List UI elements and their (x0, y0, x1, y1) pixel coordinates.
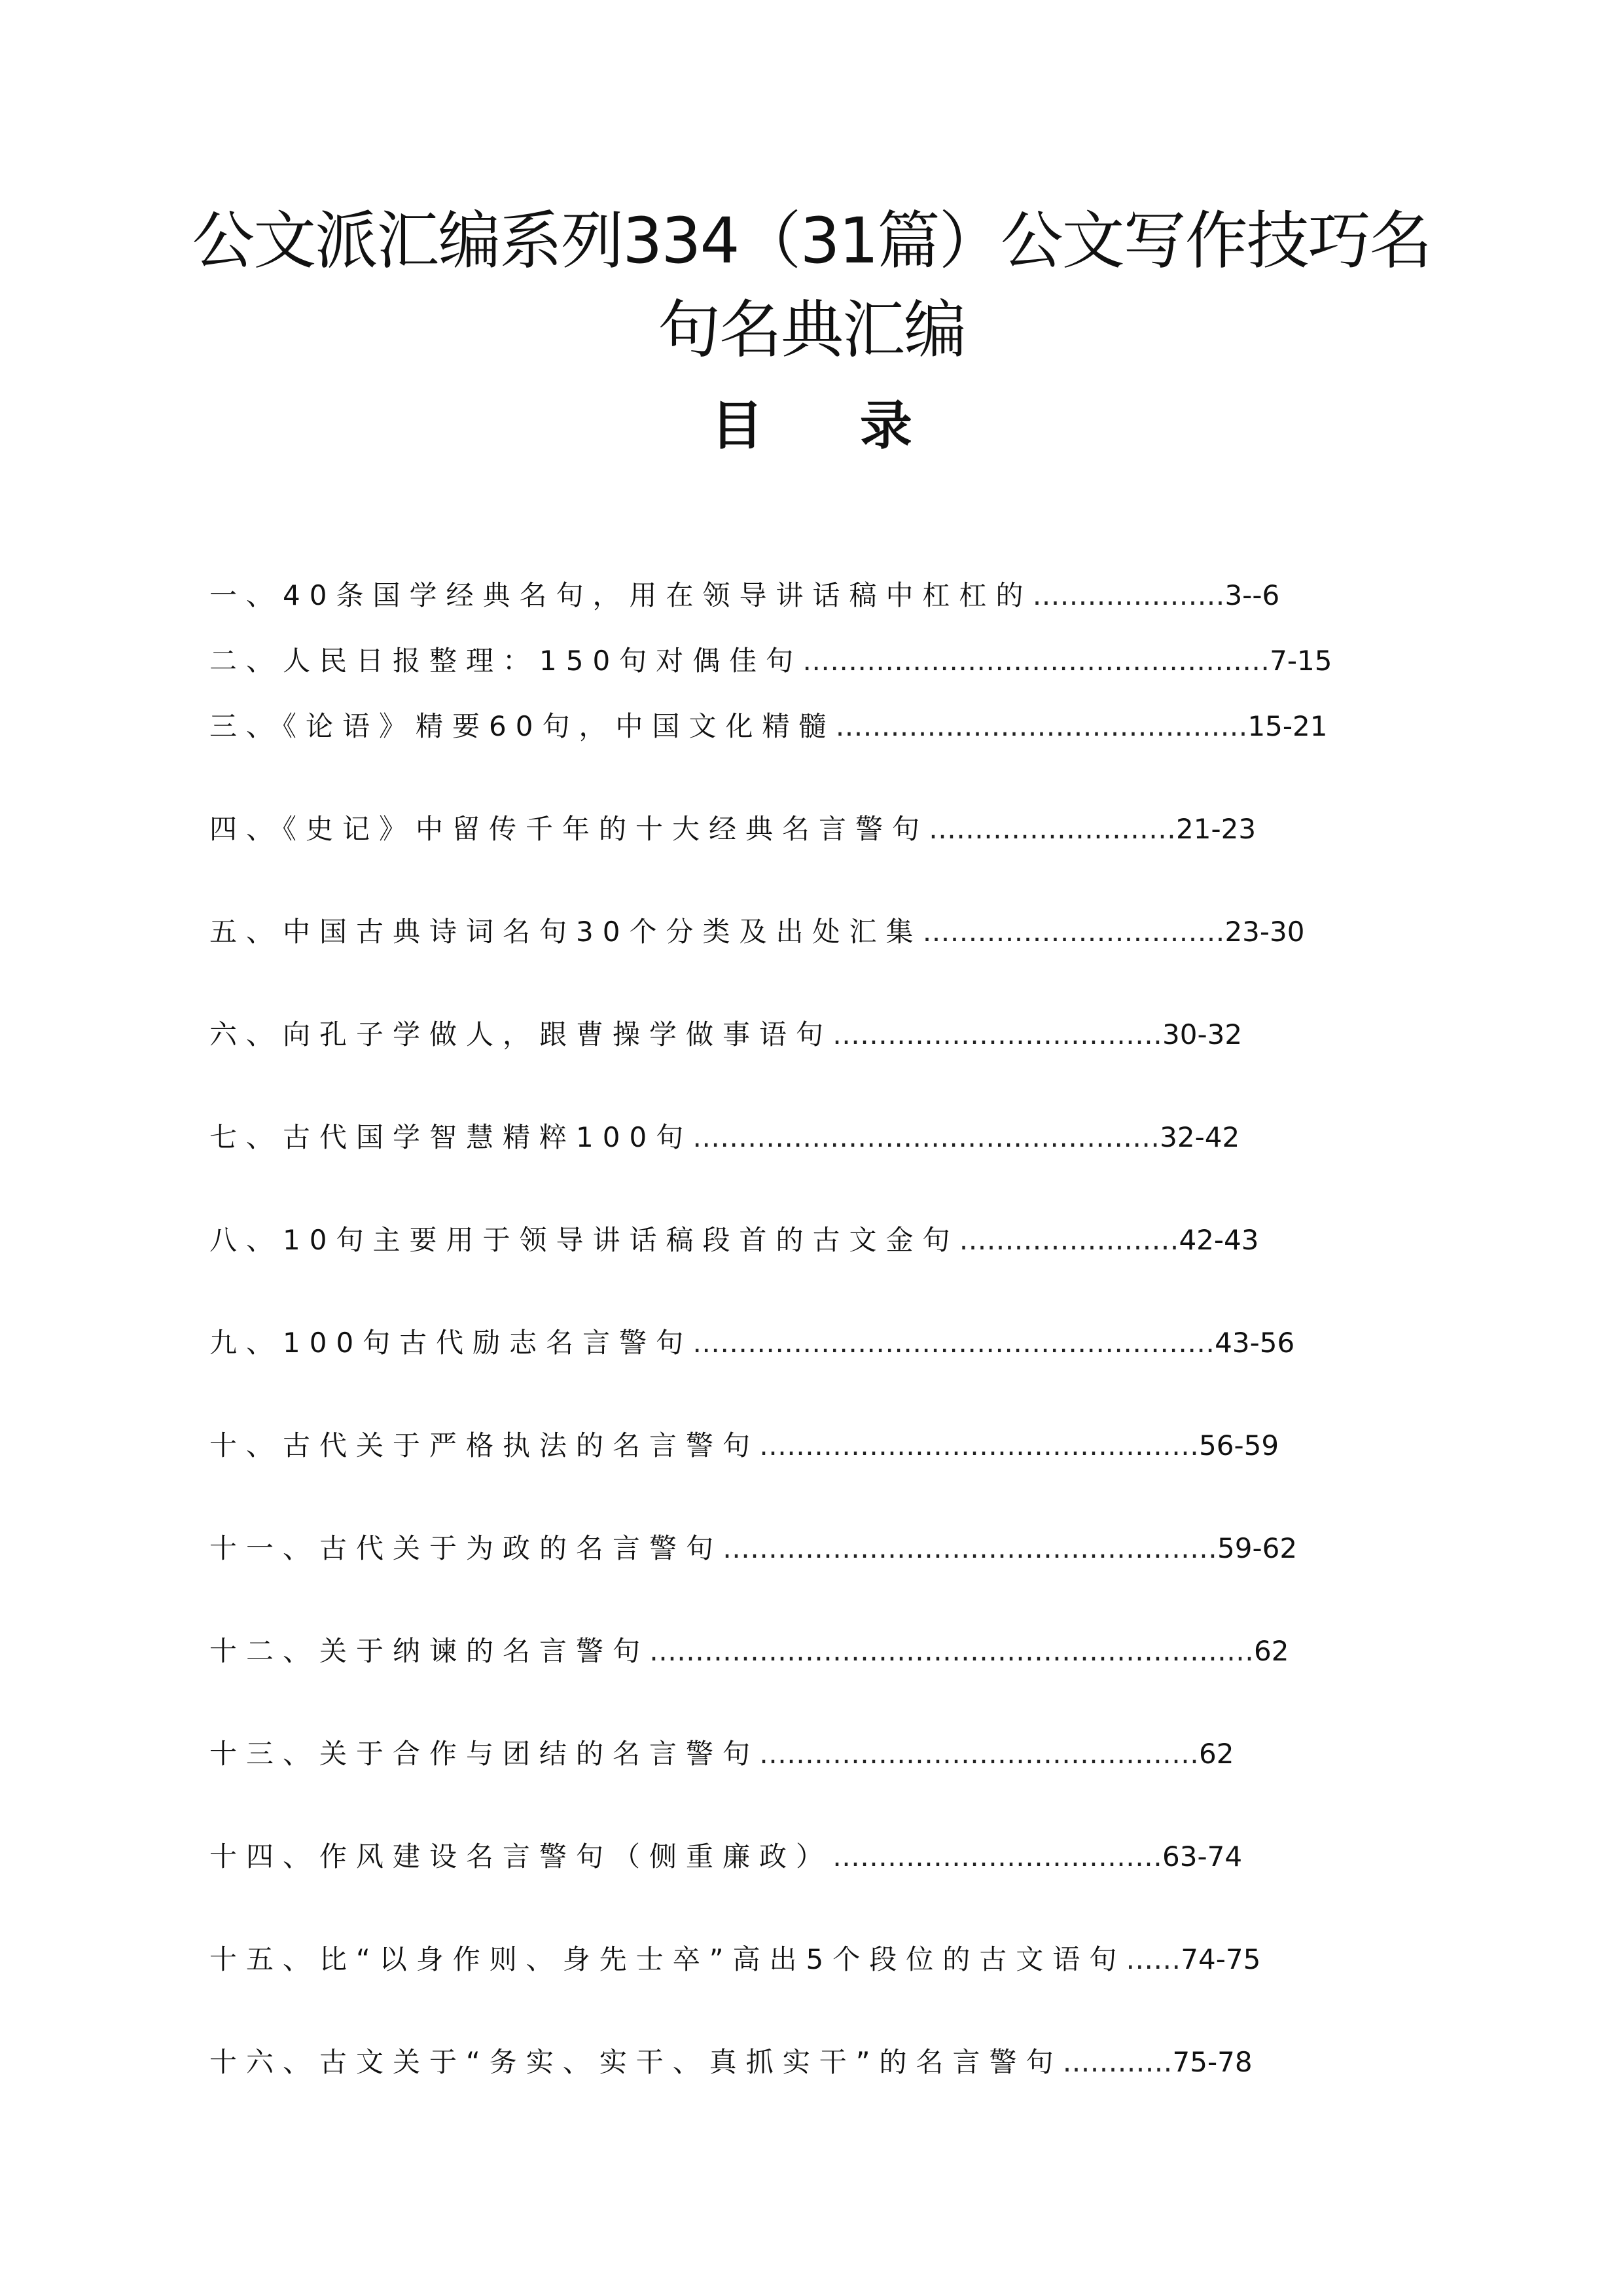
toc-entry-leader: ……………………………… (832, 1840, 1163, 1873)
toc-entry[interactable] (209, 810, 1256, 849)
toc-entry-pages: 23-30 (1224, 916, 1305, 948)
toc-entry[interactable] (209, 641, 1332, 681)
toc-entry-title: 十五、比“以身作则、身先士卒”高出5个段位的古文语句 (209, 1943, 1126, 1975)
toc-entry-leader: ……………………………………… (835, 710, 1248, 742)
toc-entry[interactable] (209, 1323, 1294, 1363)
toc-entry[interactable] (209, 1426, 1279, 1465)
toc-entry-title: 一、40条国学经典名句，用在领导讲话稿中杠杠的 (209, 579, 1033, 611)
toc-entry-title: 十二、关于纳谏的名言警句 (209, 1635, 650, 1667)
toc-entry-pages: 62 (1199, 1738, 1234, 1770)
toc-entry-leader: …………………………………………… (692, 1121, 1160, 1153)
toc-entry-title: 十一、古代关于为政的名言警句 (209, 1532, 723, 1564)
toc-entry[interactable] (209, 1734, 1234, 1774)
toc-entry-pages: 15-21 (1247, 710, 1328, 742)
toc-entry-title: 二、人民日报整理：150句对偶佳句 (209, 645, 803, 677)
toc-entry-title: 七、古代国学智慧精粹100句 (209, 1121, 693, 1153)
toc-entry[interactable] (209, 2043, 1253, 2082)
toc-entry-leader: ………… (1062, 2046, 1173, 2078)
toc-entry-title: 六、向孔子学做人，跟曹操学做事语句 (209, 1018, 833, 1050)
toc-entry-title: 十六、古文关于“务实、实干、真抓实干”的名言警句 (209, 2046, 1063, 2078)
toc-entry[interactable] (209, 707, 1328, 746)
toc-entry[interactable] (209, 1529, 1297, 1568)
toc-entry-title: 八、10句主要用于领导讲话稿段首的古文金句 (209, 1224, 959, 1256)
toc-entry[interactable] (209, 1837, 1242, 1876)
toc-entry-pages: 59-62 (1217, 1532, 1298, 1564)
toc-entry[interactable] (209, 1940, 1260, 1979)
toc-entry[interactable] (209, 1118, 1240, 1157)
toc-heading: 目 录 (711, 395, 952, 456)
toc-entry-leader: ……………………………………………… (722, 1532, 1218, 1564)
toc-entry[interactable] (209, 912, 1305, 952)
toc-entry-leader: …………………………………………… (802, 645, 1270, 677)
toc-entry-title: 九、100句古代励志名言警句 (209, 1327, 693, 1359)
toc-entry-pages: 32-42 (1160, 1121, 1240, 1153)
toc-entry-pages: 3--6 (1224, 579, 1280, 611)
toc-entry[interactable] (209, 576, 1279, 615)
toc-entry-pages: 62 (1254, 1635, 1289, 1667)
toc-entry-pages: 43-56 (1215, 1327, 1295, 1359)
toc-entry-pages: 74-75 (1181, 1943, 1261, 1975)
toc-entry[interactable] (209, 1015, 1242, 1054)
document-title: 公文派汇编系列334（31篇）公文写作技巧名句名典汇编 (192, 204, 1431, 367)
toc-entry-leader: ………………………………………… (759, 1738, 1200, 1770)
toc-entry-pages: 21-23 (1176, 813, 1257, 845)
toc-entry-pages: 56-59 (1199, 1429, 1279, 1462)
toc-entry-leader: ………………………………………… (759, 1429, 1200, 1462)
toc-entry-pages: 7-15 (1270, 645, 1332, 677)
toc-entry-title: 三、《论语》精要60句，中国文化精髓 (209, 710, 836, 742)
toc-entry-pages: 63-74 (1162, 1840, 1243, 1873)
toc-entry-title: 十三、关于合作与团结的名言警句 (209, 1738, 760, 1770)
toc-entry-leader: …………………………… (922, 916, 1225, 948)
toc-entry-title: 十、古代关于严格执法的名言警句 (209, 1429, 760, 1462)
toc-entry-leader: ………………………………………………………… (649, 1635, 1255, 1667)
toc-entry-leader: ………………… (1032, 579, 1225, 611)
toc-entry-leader: ………………………………………………… (692, 1327, 1215, 1359)
toc-entry-title: 五、中国古典诗词名句30个分类及出处汇集 (209, 916, 923, 948)
toc-entry-leader: ……………………………… (832, 1018, 1163, 1050)
toc-entry-leader: …………………… (959, 1224, 1179, 1256)
toc-entry-pages: 42-43 (1179, 1224, 1259, 1256)
toc-entry-pages: 75-78 (1172, 2046, 1253, 2078)
toc-entry-leader: …… (1126, 1943, 1181, 1975)
toc-entry-leader: ……………………… (929, 813, 1177, 845)
toc-entry-title: 四、《史记》中留传千年的十大经典名言警句 (209, 813, 929, 845)
toc-entry-pages: 30-32 (1162, 1018, 1243, 1050)
toc-entry[interactable] (209, 1221, 1259, 1260)
toc-entry-title: 十四、作风建设名言警句（侧重廉政） (209, 1840, 833, 1873)
toc-entry[interactable] (209, 1632, 1289, 1671)
